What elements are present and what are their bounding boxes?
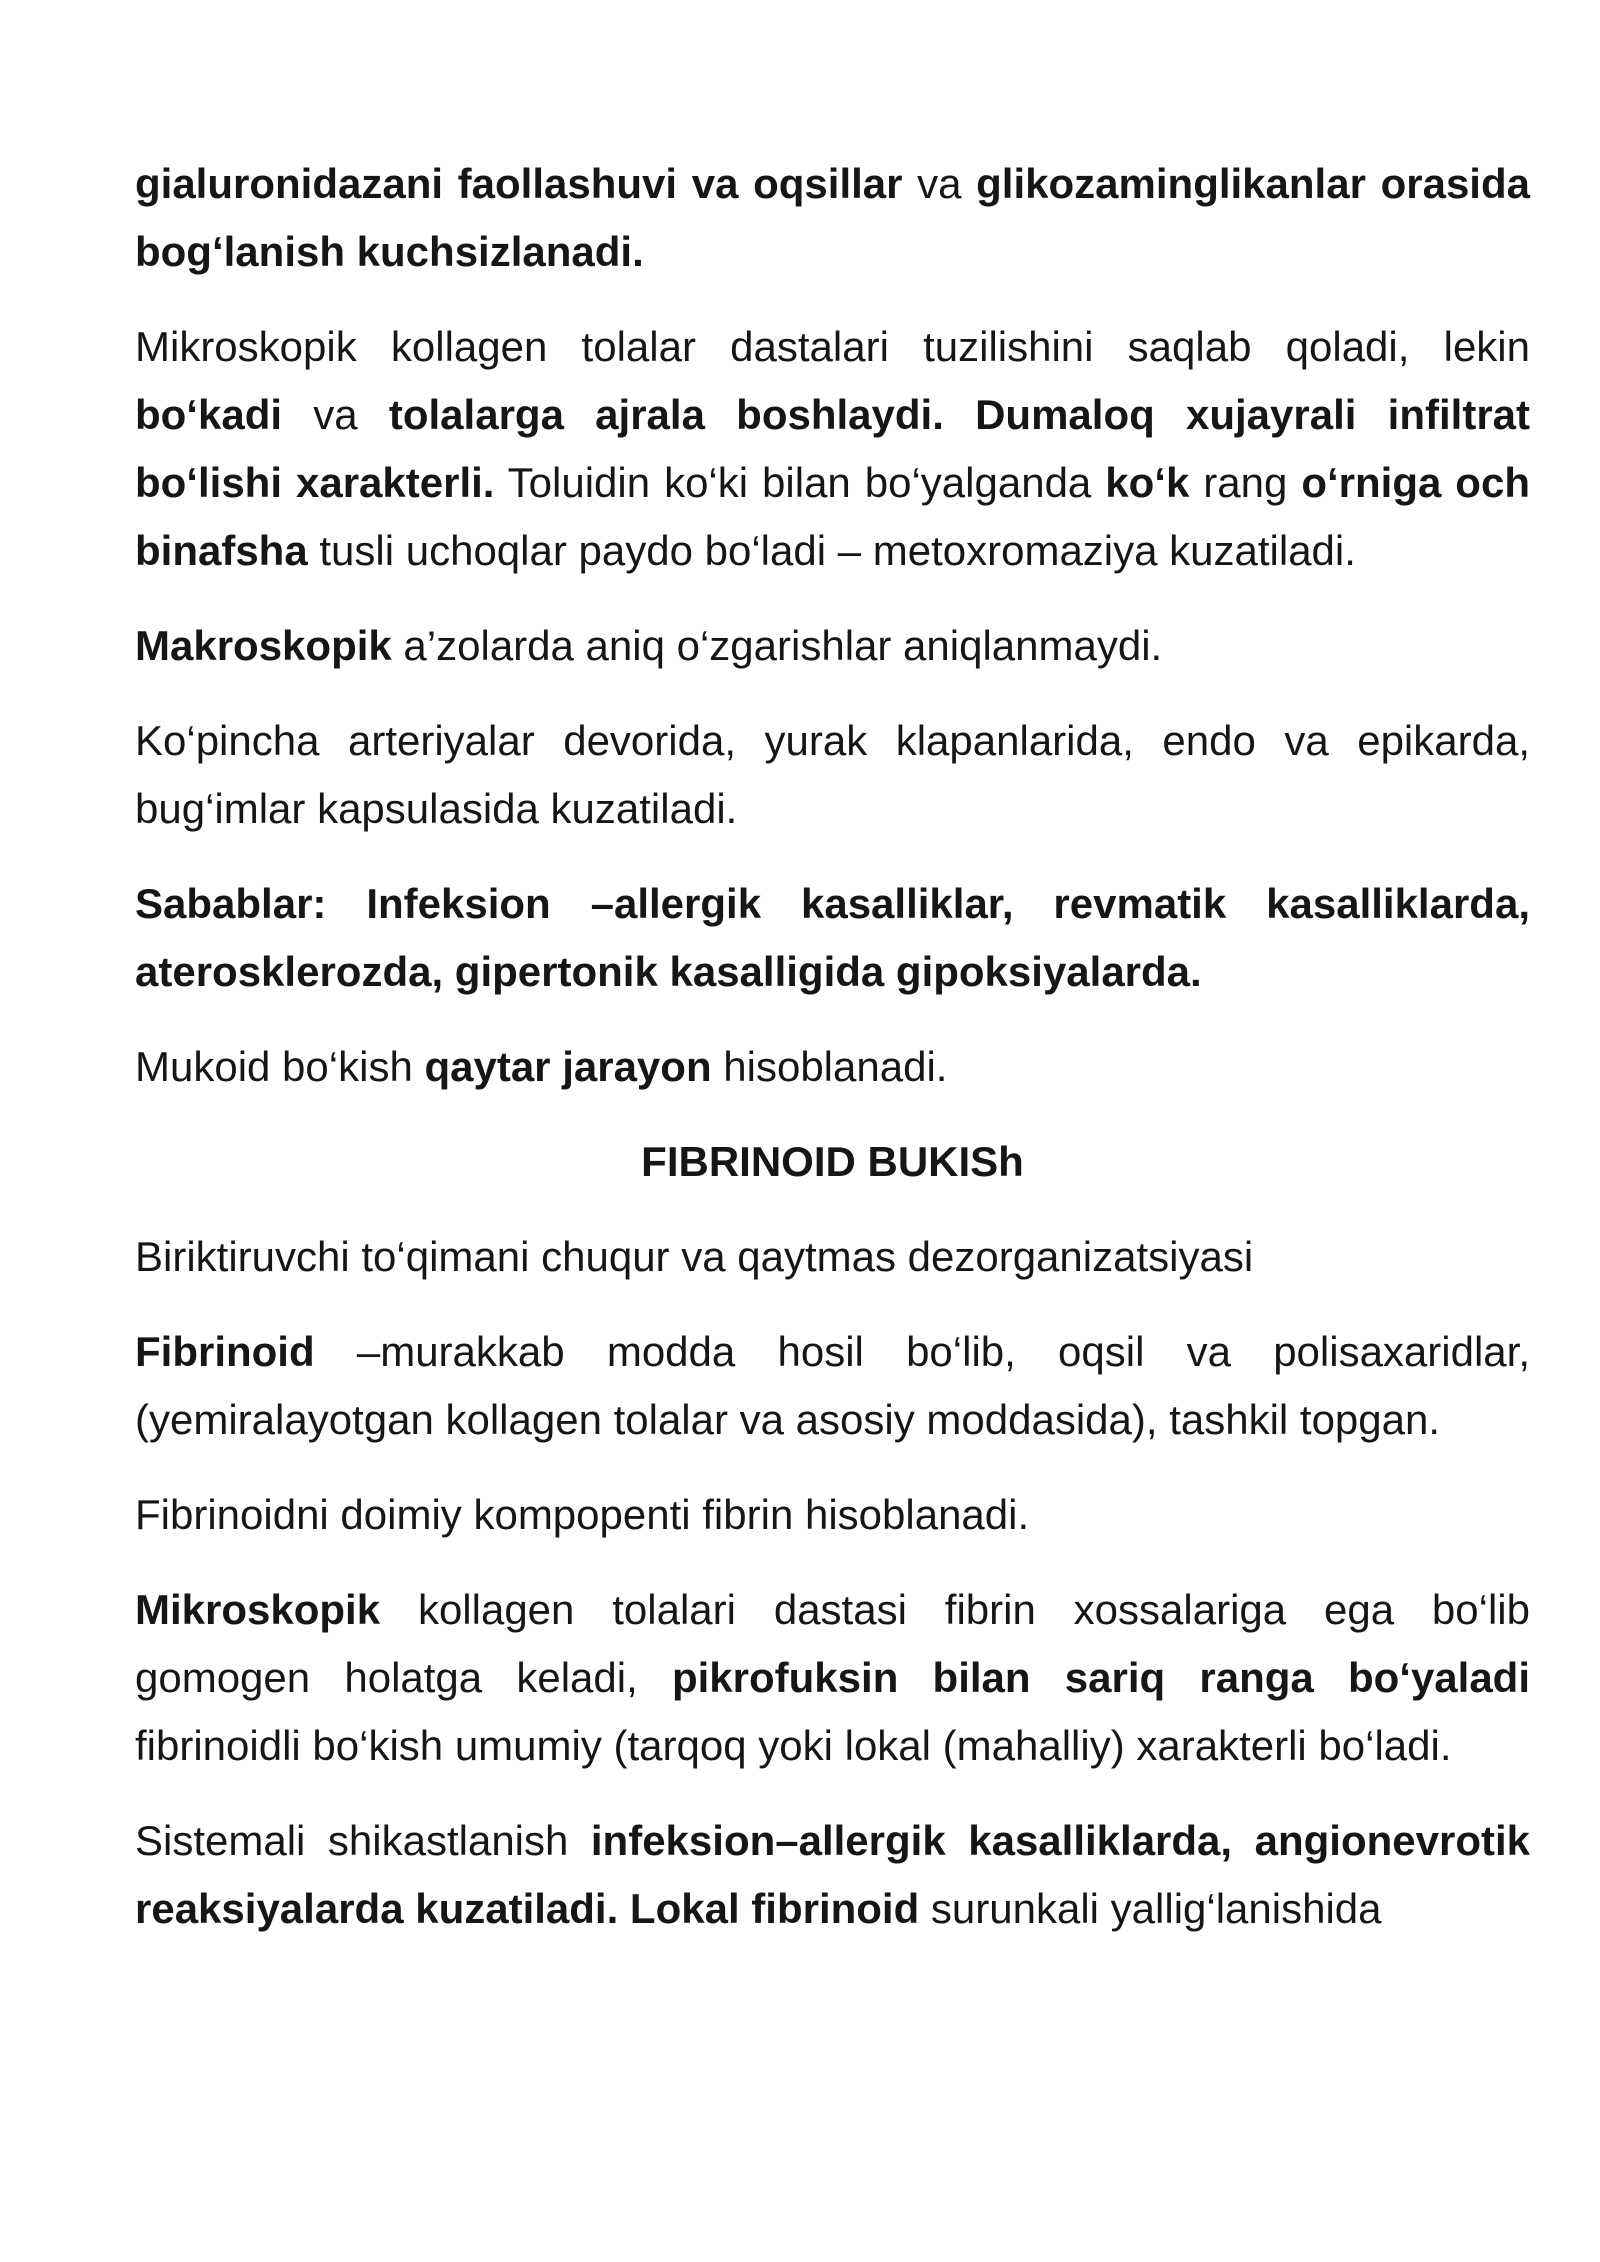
paragraph [135, 870, 1530, 1006]
text-run: Fibrinoidni doimiy kompopenti fibrin hisoblanadi. [135, 1491, 1030, 1538]
bold-text-run: infeksion–allergik kasalliklarda, angionevrotik reaksiyalarda kuzatiladi. Lokal fibrinoid [135, 1817, 1530, 1932]
text-run: kollagen tolalari dastasi fibrin xossalariga ega bo‘lib gomogen holatga keladi, [135, 1586, 1530, 1701]
text-run: Sistemali shikastlanish [135, 1817, 591, 1864]
bold-text-run: gialuronidazani faollashuvi va oqsillar [135, 160, 903, 207]
paragraph [135, 612, 1530, 680]
bold-text-run: qaytar jarayon [424, 1043, 712, 1090]
paragraph [135, 1576, 1530, 1780]
bold-text-run: pikrofuksin bilan sariq ranga bo‘yaladi [671, 1654, 1531, 1701]
document-body [135, 150, 1530, 1970]
bold-text-run: bo‘kadi [135, 391, 283, 438]
paragraph [135, 150, 1530, 286]
text-run: fibrinoidli bo‘kish umumiy (tarqoq yoki lokal (mahalliy) xarakterli bo‘ladi. [135, 1722, 1452, 1769]
text-run: Biriktiruvchi to‘qimani chuqur va qaytmas dezorganizatsiyasi [135, 1233, 1254, 1280]
section-heading [135, 1128, 1530, 1196]
text-run: tusli uchoqlar paydo bo‘ladi – metoxromaziya kuzatiladi. [307, 527, 1356, 574]
bold-text-run: Mikroskopik [135, 1586, 381, 1633]
text-run: surunkali yallig‘lanishida [919, 1885, 1382, 1932]
text-run: Mukoid bo‘kish [135, 1043, 425, 1090]
paragraph [135, 1033, 1530, 1101]
text-run: –murakkab modda hosil bo‘lib, oqsil va polisaxaridlar, (yemiralayotgan kollagen tolalar va asosiy moddasida), tashkil topgan. [135, 1328, 1530, 1443]
bold-text-run: Makroskopik [135, 622, 392, 669]
paragraph [135, 1481, 1530, 1549]
bold-text-run: glikozaminglikanlar orasida bog‘lanish kuchsizlanadi. [135, 160, 1530, 275]
paragraph [135, 1223, 1530, 1291]
bold-text-run: o‘rniga och binafsha [135, 459, 1530, 574]
text-run: Toluidin ko‘ki bilan bo‘yalganda [494, 459, 1106, 506]
text-run: hisoblanadi. [711, 1043, 948, 1090]
text-run: Ko‘pincha arteriyalar devorida, yurak klapanlarida, endo va epikarda, bug‘imlar kapsulasida kuzatiladi. [135, 717, 1530, 832]
paragraph [135, 707, 1530, 843]
bold-text-run: Sabablar: Infeksion –allergik kasalliklar, revmatik kasalliklarda, aterosklerozda, gipertonik kasalligida gipoksiyalarda. [135, 880, 1530, 995]
text-run: a’zolarda aniq o‘zgarishlar aniqlanmaydi. [391, 622, 1163, 669]
text-run: Mikroskopik kollagen tolalar dastalari tuzilishini saqlab qoladi, lekin [135, 323, 1530, 370]
paragraph [135, 313, 1530, 585]
bold-text-run: tolalarga ajrala boshlaydi. Dumaloq xujayrali infiltrat bo‘lishi xarakterli. [135, 391, 1531, 506]
bold-text-run: Fibrinoid [135, 1328, 315, 1375]
paragraph [135, 1318, 1530, 1454]
bold-text-run: FIBRINOID BUKISh [641, 1138, 1024, 1185]
bold-text-run: ko‘k [1105, 459, 1190, 506]
text-run: va [902, 160, 977, 207]
text-run: va [282, 391, 389, 438]
text-run: rang [1189, 459, 1302, 506]
paragraph [135, 1807, 1530, 1943]
